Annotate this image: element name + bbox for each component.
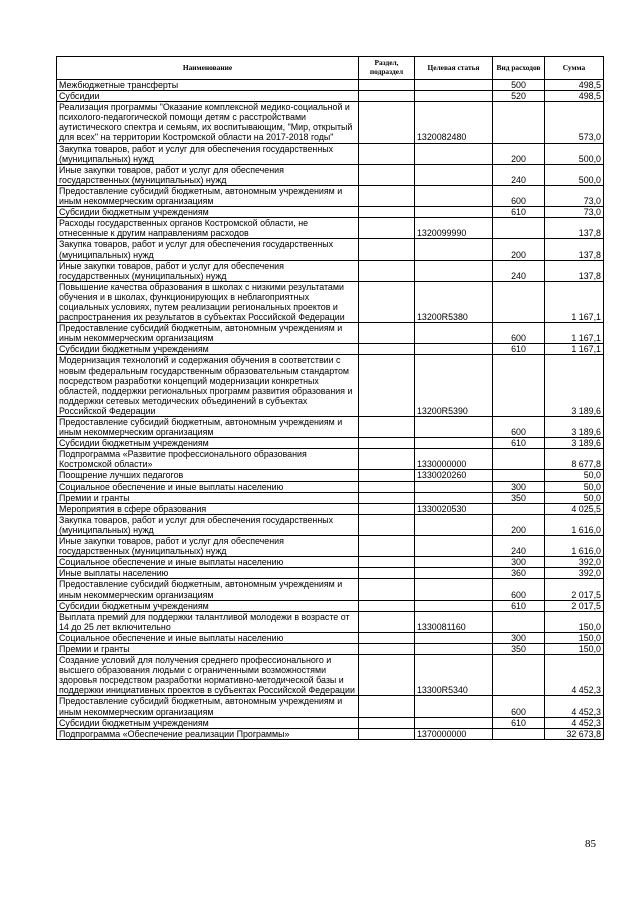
table-row (57, 717, 604, 728)
cell-target (415, 91, 493, 102)
cell-name: Подпрограмма «Развитие профессионального образования Костромской области» (57, 449, 359, 470)
cell-kind: 600 (493, 323, 545, 344)
table-row (57, 281, 604, 322)
cell-section (359, 611, 415, 632)
cell-section (359, 417, 415, 438)
cell-target (415, 568, 493, 579)
cell-sum: 4 452,3 (545, 655, 604, 696)
table-row (57, 449, 604, 470)
cell-sum: 1 167,1 (545, 323, 604, 344)
cell-kind: 200 (493, 239, 545, 260)
budget-table (56, 56, 604, 740)
cell-section (359, 80, 415, 91)
cell-sum: 2 017,5 (545, 600, 604, 611)
cell-name: Подпрограмма «Обеспечение реализации Программы» (57, 728, 359, 739)
cell-kind: 600 (493, 579, 545, 600)
table-row (57, 218, 604, 239)
table-row (57, 438, 604, 449)
cell-sum: 8 677,8 (545, 449, 604, 470)
cell-target: 1370000000 (415, 728, 493, 739)
cell-target: 13200R5390 (415, 355, 493, 417)
cell-target (415, 632, 493, 643)
cell-kind: 350 (493, 643, 545, 654)
cell-name: Социальное обеспечение и иные выплаты населению (57, 557, 359, 568)
table-row (57, 344, 604, 355)
cell-name: Социальное обеспечение и иные выплаты населению (57, 632, 359, 643)
cell-section (359, 344, 415, 355)
cell-target (415, 557, 493, 568)
cell-kind: 600 (493, 185, 545, 206)
table-row (57, 632, 604, 643)
cell-name: Субсидии бюджетным учреждениям (57, 717, 359, 728)
cell-section (359, 568, 415, 579)
cell-kind: 610 (493, 207, 545, 218)
cell-sum: 573,0 (545, 102, 604, 143)
cell-section (359, 536, 415, 557)
cell-sum: 150,0 (545, 611, 604, 632)
cell-name: Иные закупки товаров, работ и услуг для обеспечения государственных (муниципальных) нужд (57, 164, 359, 185)
cell-section (359, 164, 415, 185)
cell-section (359, 438, 415, 449)
cell-sum: 4 025,5 (545, 503, 604, 514)
table-row (57, 185, 604, 206)
cell-sum: 500,0 (545, 143, 604, 164)
cell-name: Создание условий для получения среднего профессионального и высшего образования людьми с ограниченными возможностями здоровья посредством разработки нормативно-методической базы и поддержки инициативных проектов в субъектах Российской Федерации (57, 655, 359, 696)
cell-target (415, 260, 493, 281)
cell-sum: 1 167,1 (545, 281, 604, 322)
cell-sum: 73,0 (545, 207, 604, 218)
cell-name: Выплата премий для поддержки талантливой молодежи в возрасте от 14 до 25 лет включительно (57, 611, 359, 632)
cell-target: 1320082480 (415, 102, 493, 143)
cell-section (359, 481, 415, 492)
table-row (57, 481, 604, 492)
table-row (57, 492, 604, 503)
cell-sum: 137,8 (545, 239, 604, 260)
table-row (57, 643, 604, 654)
cell-section (359, 655, 415, 696)
cell-target (415, 481, 493, 492)
cell-kind: 520 (493, 91, 545, 102)
table-row (57, 728, 604, 739)
cell-section (359, 696, 415, 717)
cell-section (359, 260, 415, 281)
cell-target (415, 514, 493, 535)
table-row (57, 102, 604, 143)
cell-section (359, 185, 415, 206)
cell-target (415, 143, 493, 164)
cell-target (415, 438, 493, 449)
cell-sum: 1 167,1 (545, 344, 604, 355)
cell-kind: 300 (493, 557, 545, 568)
page-number: 85 (585, 838, 596, 850)
cell-kind (493, 728, 545, 739)
cell-name: Закупка товаров, работ и услуг для обеспечения государственных (муниципальных) нужд (57, 239, 359, 260)
cell-section (359, 728, 415, 739)
table-row (57, 143, 604, 164)
cell-kind: 300 (493, 481, 545, 492)
cell-section (359, 218, 415, 239)
header-target: Целевая статья (415, 57, 493, 80)
cell-name: Предоставление субсидий бюджетным, автономным учреждениям и иным некоммерческим организациям (57, 579, 359, 600)
cell-kind: 240 (493, 536, 545, 557)
cell-target (415, 696, 493, 717)
table-row (57, 91, 604, 102)
cell-target: 13300R5340 (415, 655, 493, 696)
cell-name: Закупка товаров, работ и услуг для обеспечения государственных (муниципальных) нужд (57, 143, 359, 164)
cell-target (415, 344, 493, 355)
cell-kind: 350 (493, 492, 545, 503)
table-body (57, 80, 604, 740)
cell-name: Субсидии бюджетным учреждениям (57, 600, 359, 611)
cell-sum: 3 189,6 (545, 438, 604, 449)
table-row (57, 164, 604, 185)
cell-name: Межбюджетные трансферты (57, 80, 359, 91)
cell-target (415, 717, 493, 728)
cell-kind (493, 503, 545, 514)
table-row (57, 503, 604, 514)
table-row (57, 655, 604, 696)
cell-section (359, 503, 415, 514)
cell-name: Закупка товаров, работ и услуг для обеспечения государственных (муниципальных) нужд (57, 514, 359, 535)
cell-target (415, 207, 493, 218)
cell-target (415, 323, 493, 344)
cell-kind (493, 102, 545, 143)
cell-kind (493, 281, 545, 322)
cell-name: Субсидии бюджетным учреждениям (57, 438, 359, 449)
cell-section (359, 579, 415, 600)
cell-kind: 600 (493, 696, 545, 717)
cell-section (359, 514, 415, 535)
cell-name: Предоставление субсидий бюджетным, автономным учреждениям и иным некоммерческим организациям (57, 185, 359, 206)
table-row (57, 323, 604, 344)
cell-kind (493, 355, 545, 417)
cell-section (359, 281, 415, 322)
cell-target (415, 417, 493, 438)
cell-sum: 3 189,6 (545, 355, 604, 417)
cell-sum: 2 017,5 (545, 579, 604, 600)
cell-kind (493, 655, 545, 696)
header-section: Раздел, подраздел (359, 57, 415, 80)
table-row (57, 417, 604, 438)
cell-sum: 50,0 (545, 481, 604, 492)
cell-kind: 610 (493, 600, 545, 611)
cell-sum: 1 616,0 (545, 514, 604, 535)
cell-sum: 3 189,6 (545, 417, 604, 438)
cell-name: Расходы государственных органов Костромской области, не отнесенные к другим направлениям расходов (57, 218, 359, 239)
table-row (57, 568, 604, 579)
table-row (57, 536, 604, 557)
cell-sum: 1 616,0 (545, 536, 604, 557)
cell-name: Иные закупки товаров, работ и услуг для обеспечения государственных (муниципальных) нужд (57, 536, 359, 557)
cell-target (415, 185, 493, 206)
cell-section (359, 470, 415, 481)
cell-sum: 392,0 (545, 568, 604, 579)
cell-kind (493, 449, 545, 470)
cell-sum: 498,5 (545, 80, 604, 91)
cell-name: Предоставление субсидий бюджетным, автономным учреждениям и иным некоммерческим организациям (57, 696, 359, 717)
cell-kind: 610 (493, 438, 545, 449)
cell-section (359, 323, 415, 344)
cell-section (359, 207, 415, 218)
cell-kind: 500 (493, 80, 545, 91)
cell-section (359, 449, 415, 470)
table-row (57, 470, 604, 481)
cell-name: Премии и гранты (57, 643, 359, 654)
cell-name: Мероприятия в сфере образования (57, 503, 359, 514)
table-row (57, 260, 604, 281)
table-row (57, 239, 604, 260)
cell-sum: 498,5 (545, 91, 604, 102)
table-row (57, 557, 604, 568)
cell-sum: 4 452,3 (545, 717, 604, 728)
cell-kind: 600 (493, 417, 545, 438)
cell-target (415, 164, 493, 185)
cell-target (415, 600, 493, 611)
cell-sum: 137,8 (545, 260, 604, 281)
cell-target (415, 492, 493, 503)
cell-target (415, 536, 493, 557)
cell-section (359, 492, 415, 503)
cell-section (359, 643, 415, 654)
table-row (57, 80, 604, 91)
table-row (57, 514, 604, 535)
cell-section (359, 239, 415, 260)
cell-target (415, 239, 493, 260)
cell-name: Субсидии бюджетным учреждениям (57, 207, 359, 218)
cell-target: 1330000000 (415, 449, 493, 470)
cell-section (359, 102, 415, 143)
cell-section (359, 632, 415, 643)
cell-name: Модернизация технологий и содержания обучения в соответствии с новым федеральным государственным образовательным стандартом посредством разработки концепций модернизации конкретных областей, поддержки региональных программ развития образования и поддержки сетевых методических объединений в субъектах Российской Федерации (57, 355, 359, 417)
cell-sum: 137,8 (545, 218, 604, 239)
cell-target (415, 643, 493, 654)
cell-name: Субсидии (57, 91, 359, 102)
cell-name: Поощрение лучших педагогов (57, 470, 359, 481)
cell-section (359, 91, 415, 102)
cell-name: Премии и гранты (57, 492, 359, 503)
cell-section (359, 557, 415, 568)
cell-section (359, 600, 415, 611)
cell-name: Предоставление субсидий бюджетным, автономным учреждениям и иным некоммерческим организациям (57, 323, 359, 344)
table-row (57, 579, 604, 600)
cell-name: Субсидии бюджетным учреждениям (57, 344, 359, 355)
cell-kind: 360 (493, 568, 545, 579)
cell-name: Иные закупки товаров, работ и услуг для обеспечения государственных (муниципальных) нужд (57, 260, 359, 281)
cell-sum: 150,0 (545, 643, 604, 654)
cell-sum: 150,0 (545, 632, 604, 643)
cell-target: 1320099990 (415, 218, 493, 239)
cell-name: Реализация программы "Оказание комплексной медико-социальной и психолого-педагогической помощи детям с расстройствами аутистического спектра и семьям, их воспитывающим, "Мир, открытый для всех" на территории Костромской области на 2017-2018 годы" (57, 102, 359, 143)
cell-section (359, 717, 415, 728)
header-name: Наименование (57, 57, 359, 80)
cell-sum: 50,0 (545, 470, 604, 481)
cell-kind: 200 (493, 143, 545, 164)
table-row (57, 207, 604, 218)
cell-target (415, 80, 493, 91)
table-row (57, 611, 604, 632)
cell-sum: 32 673,8 (545, 728, 604, 739)
table-row (57, 355, 604, 417)
cell-kind: 240 (493, 164, 545, 185)
header-sum: Сумма (545, 57, 604, 80)
cell-section (359, 143, 415, 164)
cell-kind: 610 (493, 717, 545, 728)
cell-sum: 73,0 (545, 185, 604, 206)
table-header-row (57, 57, 604, 80)
cell-name: Социальное обеспечение и иные выплаты населению (57, 481, 359, 492)
cell-target: 1330020260 (415, 470, 493, 481)
cell-kind: 200 (493, 514, 545, 535)
table-row (57, 696, 604, 717)
table-row (57, 600, 604, 611)
header-kind: Вид расходов (493, 57, 545, 80)
cell-target (415, 579, 493, 600)
cell-kind: 240 (493, 260, 545, 281)
cell-sum: 392,0 (545, 557, 604, 568)
cell-sum: 500,0 (545, 164, 604, 185)
cell-name: Повышение качества образования в школах с низкими результатами обучения и в школах, функционирующих в неблагоприятных социальных условиях, путем реализации региональных проектов и распространения их результатов в субъектах Российской Федерации (57, 281, 359, 322)
cell-kind (493, 611, 545, 632)
cell-sum: 4 452,3 (545, 696, 604, 717)
cell-sum: 50,0 (545, 492, 604, 503)
cell-target: 1330081160 (415, 611, 493, 632)
cell-section (359, 355, 415, 417)
cell-target: 1330020530 (415, 503, 493, 514)
cell-kind: 610 (493, 344, 545, 355)
cell-target: 13200R5380 (415, 281, 493, 322)
cell-kind: 300 (493, 632, 545, 643)
cell-name: Иные выплаты населению (57, 568, 359, 579)
cell-name: Предоставление субсидий бюджетным, автономным учреждениям и иным некоммерческим организациям (57, 417, 359, 438)
cell-kind (493, 218, 545, 239)
cell-kind (493, 470, 545, 481)
